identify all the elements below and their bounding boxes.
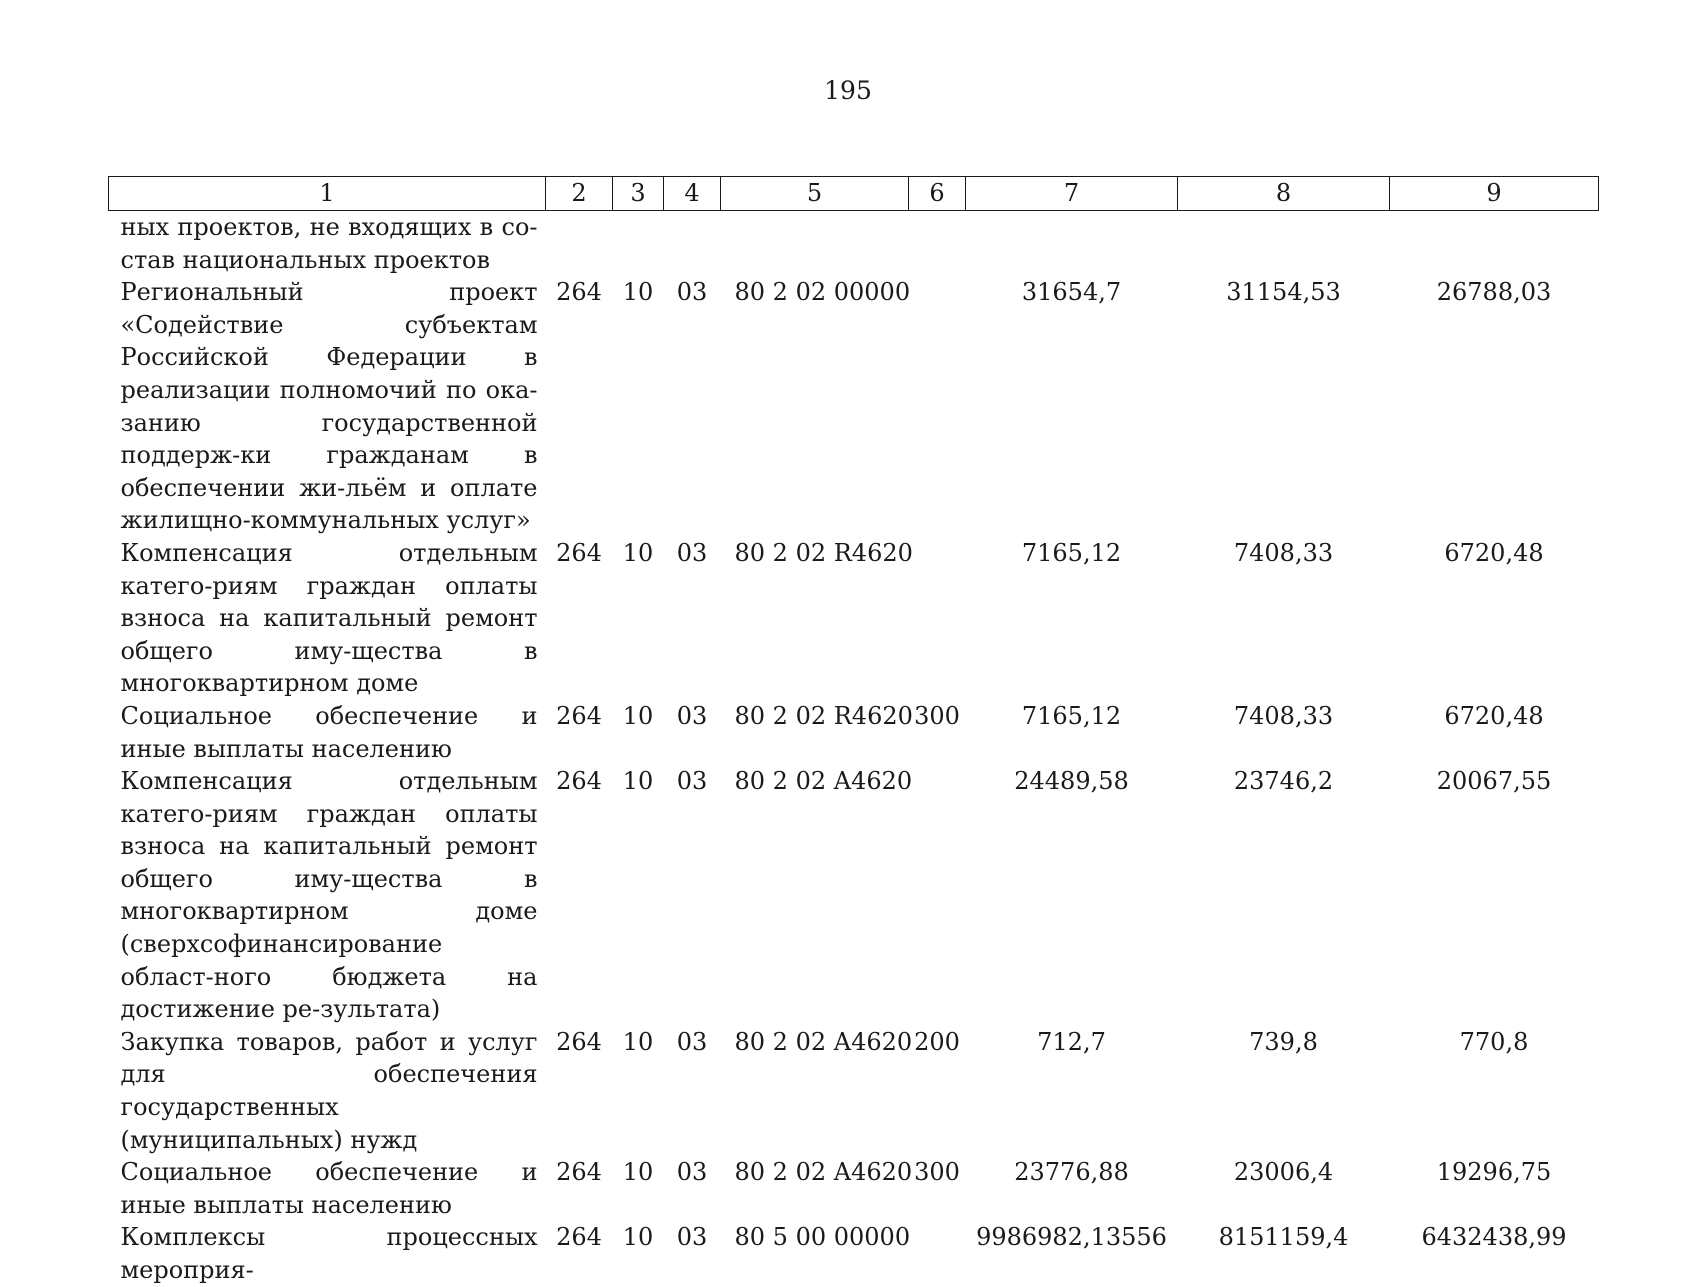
table-header — [109, 177, 1599, 211]
cell-col6 — [909, 211, 966, 277]
cell-col8: 8151159,4 — [1218, 1223, 1349, 1252]
table-row — [109, 1156, 1599, 1221]
cell-col2: 264 — [556, 1027, 602, 1056]
cell-col2: 264 — [556, 1158, 602, 1187]
column-header-4: 4 — [664, 177, 721, 211]
cell-col6 — [909, 276, 966, 537]
header-row — [109, 177, 1599, 211]
cell-col8 — [1178, 211, 1390, 277]
table-row — [109, 700, 1599, 765]
cell-col7: 24489,58 — [1014, 767, 1129, 796]
cell-col3: 10 — [622, 1223, 654, 1252]
cell-col4: 03 — [676, 1027, 708, 1056]
cell-col4: 03 — [676, 767, 708, 796]
row-name: Региональный проект «Содействие субъектам Российской Федерации в реализации полномочий по ока-занию государственной поддерж-ки гражданам в обеспечении жи-льём и оплате жилищно-коммунальных услуг» — [120, 278, 538, 535]
column-header-5: 5 — [721, 177, 909, 211]
row-name: Компенсация отдельным катего-риям граждан оплаты взноса на капитальный ремонт общего иму-щества в многоквартирном доме (сверхсофинансирование област-ного бюджета на достижение ре-зультата) — [120, 767, 538, 1024]
table-body — [109, 211, 1599, 1287]
table-row — [109, 211, 1599, 277]
cell-col3: 10 — [622, 1158, 654, 1187]
cell-col9: 19296,75 — [1436, 1158, 1552, 1187]
budget-table — [108, 176, 1599, 1287]
table-row — [109, 1026, 1599, 1156]
column-header-8: 8 — [1178, 177, 1390, 211]
column-header-9: 9 — [1390, 177, 1599, 211]
cell-col2: 264 — [556, 278, 602, 307]
table-row — [109, 765, 1599, 1026]
cell-col7: 9986982,13556 — [976, 1223, 1167, 1252]
cell-col7 — [966, 211, 1178, 277]
cell-col8: 31154,53 — [1226, 278, 1341, 307]
cell-col7: 7165,12 — [1021, 701, 1122, 730]
cell-col9: 20067,55 — [1436, 767, 1552, 796]
table-row — [109, 1221, 1599, 1286]
cell-col7: 7165,12 — [1021, 538, 1122, 567]
cell-col3: 10 — [622, 767, 654, 796]
cell-col6: 300 — [914, 701, 960, 730]
cell-col6: 300 — [914, 1158, 960, 1187]
cell-col8: 739,8 — [1249, 1027, 1318, 1056]
column-header-2: 2 — [546, 177, 613, 211]
cell-col2: 264 — [556, 1223, 602, 1252]
cell-col3: 10 — [622, 278, 654, 307]
cell-col4: 03 — [676, 538, 708, 567]
cell-col7: 23776,88 — [1014, 1158, 1129, 1187]
cell-col4: 03 — [676, 1158, 708, 1187]
cell-col7: 31654,7 — [1021, 278, 1122, 307]
row-name: Компенсация отдельным катего-риям граждан оплаты взноса на капитальный ремонт общего иму-щества в многоквартирном доме — [120, 538, 538, 698]
cell-col2 — [546, 211, 613, 277]
cell-col4: 03 — [676, 278, 708, 307]
page-number: 195 — [824, 76, 872, 105]
cell-col9 — [1390, 211, 1599, 277]
cell-col2: 264 — [556, 701, 602, 730]
cell-col6 — [909, 537, 966, 700]
cell-col7: 712,7 — [1037, 1027, 1106, 1056]
cell-col9: 6720,48 — [1444, 538, 1544, 567]
cell-col9: 6432438,99 — [1421, 1223, 1567, 1252]
cell-col8: 23746,2 — [1233, 767, 1334, 796]
column-header-6: 6 — [909, 177, 966, 211]
cell-col4 — [664, 211, 721, 277]
cell-col8: 23006,4 — [1233, 1158, 1334, 1187]
cell-col9: 26788,03 — [1436, 278, 1552, 307]
cell-col3: 10 — [622, 538, 654, 567]
cell-col5: 80 2 02 A4620 — [734, 767, 913, 796]
row-name: Комплексы процессных мероприя- — [120, 1223, 538, 1284]
cell-col5 — [721, 211, 909, 277]
cell-col5: 80 2 02 A4620 — [734, 1158, 913, 1187]
cell-col6 — [909, 765, 966, 1026]
cell-col9: 770,8 — [1459, 1027, 1529, 1056]
row-name: Социальное обеспечение и иные выплаты населению — [120, 1158, 538, 1219]
cell-col3: 10 — [622, 701, 654, 730]
cell-col2: 264 — [556, 767, 602, 796]
table-row — [109, 537, 1599, 700]
cell-col9: 6720,48 — [1444, 701, 1544, 730]
column-header-7: 7 — [966, 177, 1178, 211]
cell-col5: 80 2 02 R4620 — [734, 701, 913, 730]
cell-col5: 80 2 02 00000 — [734, 278, 911, 307]
row-name: ных проектов, не входящих в со-став национальных проектов — [120, 213, 538, 274]
cell-col5: 80 2 02 A4620 — [734, 1027, 913, 1056]
cell-col5: 80 2 02 R4620 — [734, 538, 913, 567]
cell-col6 — [909, 1221, 966, 1286]
row-name: Закупка товаров, работ и услуг для обеспечения государственных (муниципальных) нужд — [120, 1027, 538, 1154]
cell-col2: 264 — [556, 538, 602, 567]
column-header-1: 1 — [109, 177, 546, 211]
cell-col6: 200 — [914, 1027, 960, 1056]
cell-col3: 10 — [622, 1027, 654, 1056]
cell-col4: 03 — [676, 1223, 708, 1252]
cell-col3 — [613, 211, 664, 277]
column-header-3: 3 — [613, 177, 664, 211]
cell-col8: 7408,33 — [1233, 538, 1334, 567]
row-name: Социальное обеспечение и иные выплаты населению — [120, 701, 538, 763]
cell-col5: 80 5 00 00000 — [734, 1223, 911, 1252]
table-row — [109, 276, 1599, 537]
cell-col4: 03 — [676, 701, 708, 730]
cell-col8: 7408,33 — [1233, 701, 1334, 730]
